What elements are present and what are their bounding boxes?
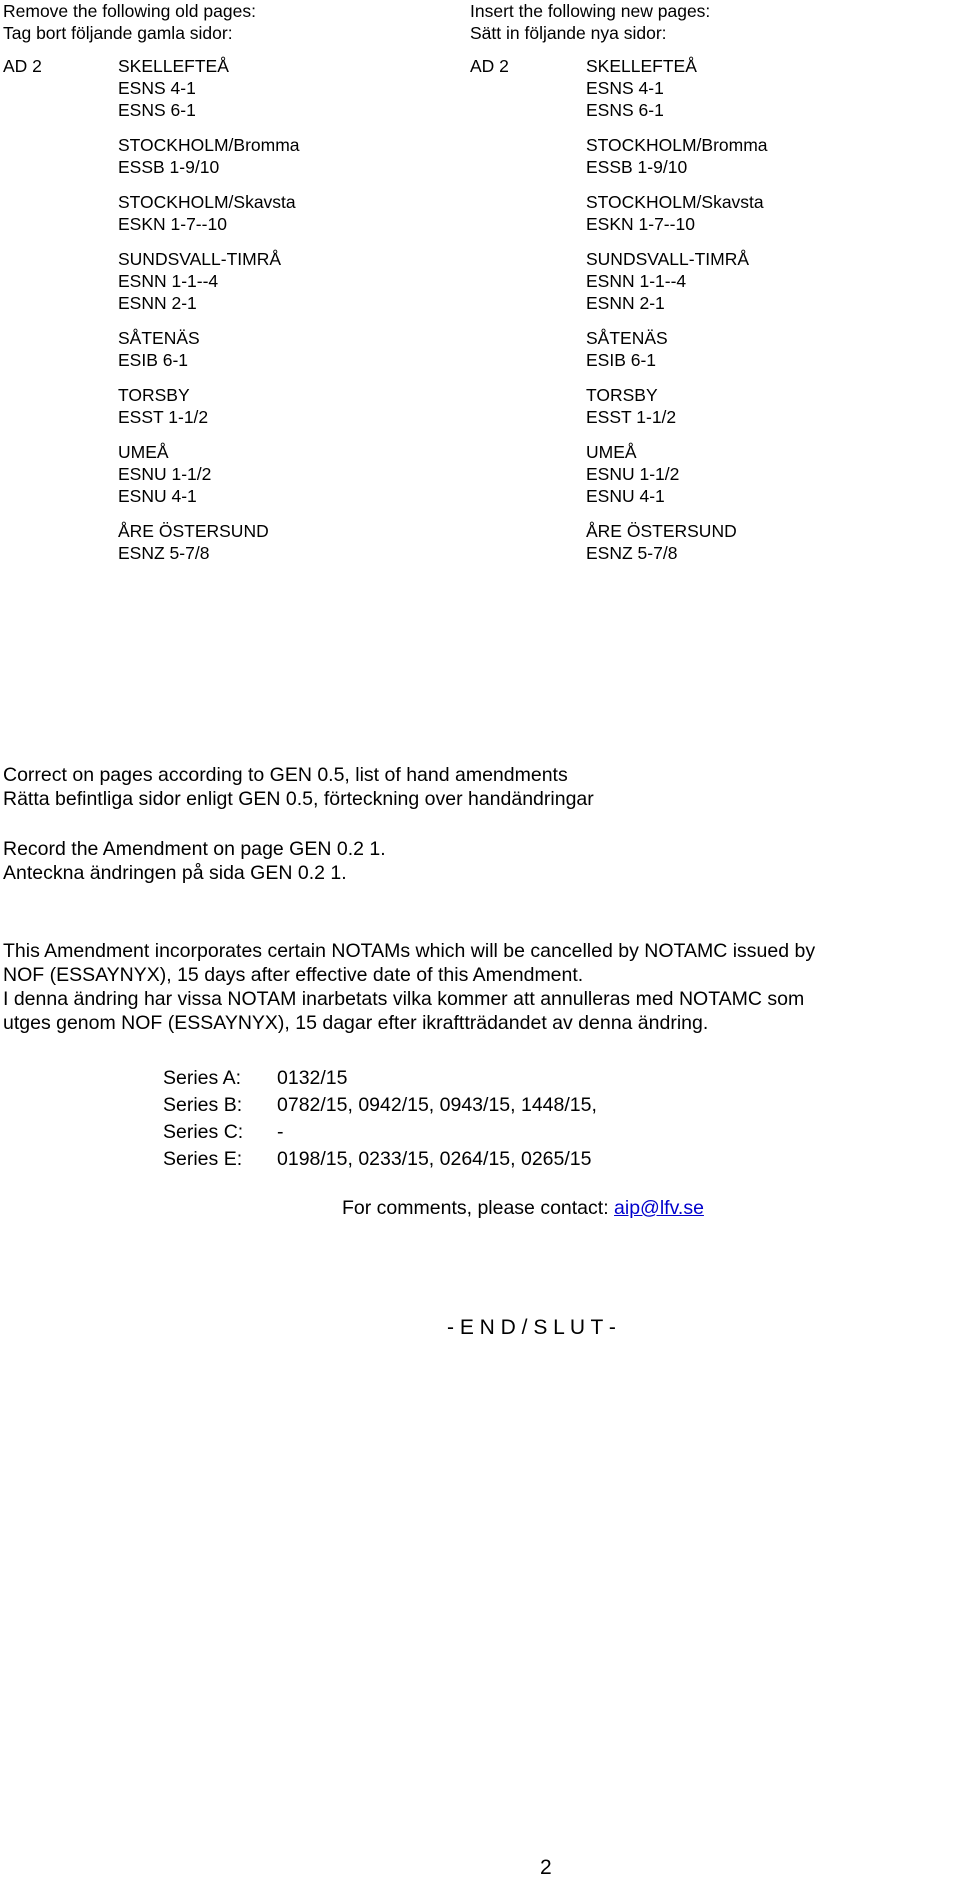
new-airport-name: SÅTENÄS [586,328,668,348]
old-group-skelleftea [118,55,300,121]
new-group-skavsta [586,191,768,235]
old-page-ref: ESST 1-1/2 [118,407,209,427]
old-airport-name: SÅTENÄS [118,328,200,348]
old-page-ref: ESNN 2-1 [118,293,197,313]
series-label: Series C: [163,1121,244,1143]
insert-header-sv: Sätt in följande nya sidor: [470,23,667,43]
new-airport-name: ÅRE ÖSTERSUND [586,521,737,541]
notam-en-line-2: NOF (ESSAYNYX), 15 days after effective date of this Amendment. [3,964,584,986]
old-group-sundsvall [118,248,300,314]
insert-header [470,0,710,44]
new-page-ref: ESNS 6-1 [586,100,664,120]
old-airport-name: ÅRE ÖSTERSUND [118,521,269,541]
series-label: Series E: [163,1148,243,1170]
remove-header [3,0,256,44]
series-value: 0198/15, 0233/15, 0264/15, 0265/15 [277,1148,592,1170]
old-page-ref: ESSB 1-9/10 [118,157,220,177]
contact-text: For comments, please contact: [342,1197,615,1219]
new-page-ref: ESNN 1-1--4 [586,271,687,291]
new-page-ref: ESNN 2-1 [586,293,665,313]
old-page-ref: ESIB 6-1 [118,350,189,370]
notam-en-line-1: This Amendment incorporates certain NOTAMs which will be cancelled by NOTAMC issued by [3,940,816,962]
new-airport-name: UMEÅ [586,442,637,462]
series-label: Series B: [163,1094,243,1116]
new-group-are-ostersund [586,520,768,564]
series-value: - [277,1121,284,1143]
new-page-ref: ESNZ 5-7/8 [586,543,678,563]
old-airport-name: SUNDSVALL-TIMRÅ [118,249,282,269]
old-airport-name: SKELLEFTEÅ [118,56,229,76]
old-group-satenas [118,327,300,371]
old-airport-name: STOCKHOLM/Bromma [118,135,300,155]
old-group-are-ostersund [118,520,300,564]
contact-line [342,1196,704,1220]
old-group-bromma [118,134,300,178]
series-label: Series A: [163,1067,242,1089]
remove-header-sv: Tag bort följande gamla sidor: [3,23,233,43]
record-sv: Anteckna ändringen på sida GEN 0.2 1. [3,862,347,884]
remove-header-en: Remove the following old pages: [3,1,256,21]
new-group-bromma [586,134,768,178]
correct-instructions [3,763,594,811]
old-page-ref: ESNS 6-1 [118,100,196,120]
new-page-ref: ESSB 1-9/10 [586,157,688,177]
new-page-ref: ESNS 4-1 [586,78,664,98]
new-airport-name: STOCKHOLM/Skavsta [586,192,764,212]
old-airport-name: STOCKHOLM/Skavsta [118,192,296,212]
correct-sv: Rätta befintliga sidor enligt GEN 0.5, förteckning over handändringar [3,788,594,810]
new-page-ref: ESIB 6-1 [586,350,657,370]
old-page-ref: ESNZ 5-7/8 [118,543,210,563]
new-airport-name: SUNDSVALL-TIMRÅ [586,249,750,269]
page-number: 2 [540,1856,552,1879]
end-marker: - E N D / S L U T - [447,1316,616,1339]
record-instructions [3,837,386,885]
old-page-ref: ESNN 1-1--4 [118,271,219,291]
new-group-umea [586,441,768,507]
new-group-skelleftea [586,55,768,121]
new-group-sundsvall [586,248,768,314]
old-group-umea [118,441,300,507]
new-page-ref: ESKN 1-7--10 [586,214,695,234]
new-airport-name: SKELLEFTEÅ [586,56,697,76]
old-pages-list [118,55,300,577]
new-page-ref: ESST 1-1/2 [586,407,677,427]
notam-paragraph [3,939,815,1035]
old-page-ref: ESNS 4-1 [118,78,196,98]
series-value: 0132/15 [277,1067,348,1089]
record-en: Record the Amendment on page GEN 0.2 1. [3,838,386,860]
old-page-ref: ESNU 1-1/2 [118,464,212,484]
new-pages-list [586,55,768,577]
correct-en: Correct on pages according to GEN 0.5, list of hand amendments [3,764,568,786]
new-group-torsby [586,384,768,428]
old-group-skavsta [118,191,300,235]
series-list [163,1066,763,1176]
notam-sv-line-2: utges genom NOF (ESSAYNYX), 15 dagar efter ikraftträdandet av denna ändring. [3,1012,709,1034]
old-group-torsby [118,384,300,428]
notam-sv-line-1: I denna ändring har vissa NOTAM inarbetats vilka kommer att annulleras med NOTAMC som [3,988,805,1010]
new-page-ref: ESNU 4-1 [586,486,665,506]
new-group-satenas [586,327,768,371]
new-airport-name: TORSBY [586,385,658,405]
old-airport-name: UMEÅ [118,442,169,462]
new-page-ref: ESNU 1-1/2 [586,464,680,484]
series-value: 0782/15, 0942/15, 0943/15, 1448/15, [277,1094,597,1116]
insert-header-en: Insert the following new pages: [470,1,711,21]
new-airport-name: STOCKHOLM/Bromma [586,135,768,155]
new-section-label: AD 2 [470,56,509,76]
old-page-ref: ESNU 4-1 [118,486,197,506]
contact-email-link[interactable]: aip@lfv.se [614,1197,704,1219]
old-airport-name: TORSBY [118,385,190,405]
old-page-ref: ESKN 1-7--10 [118,214,227,234]
old-section-label: AD 2 [3,56,42,76]
